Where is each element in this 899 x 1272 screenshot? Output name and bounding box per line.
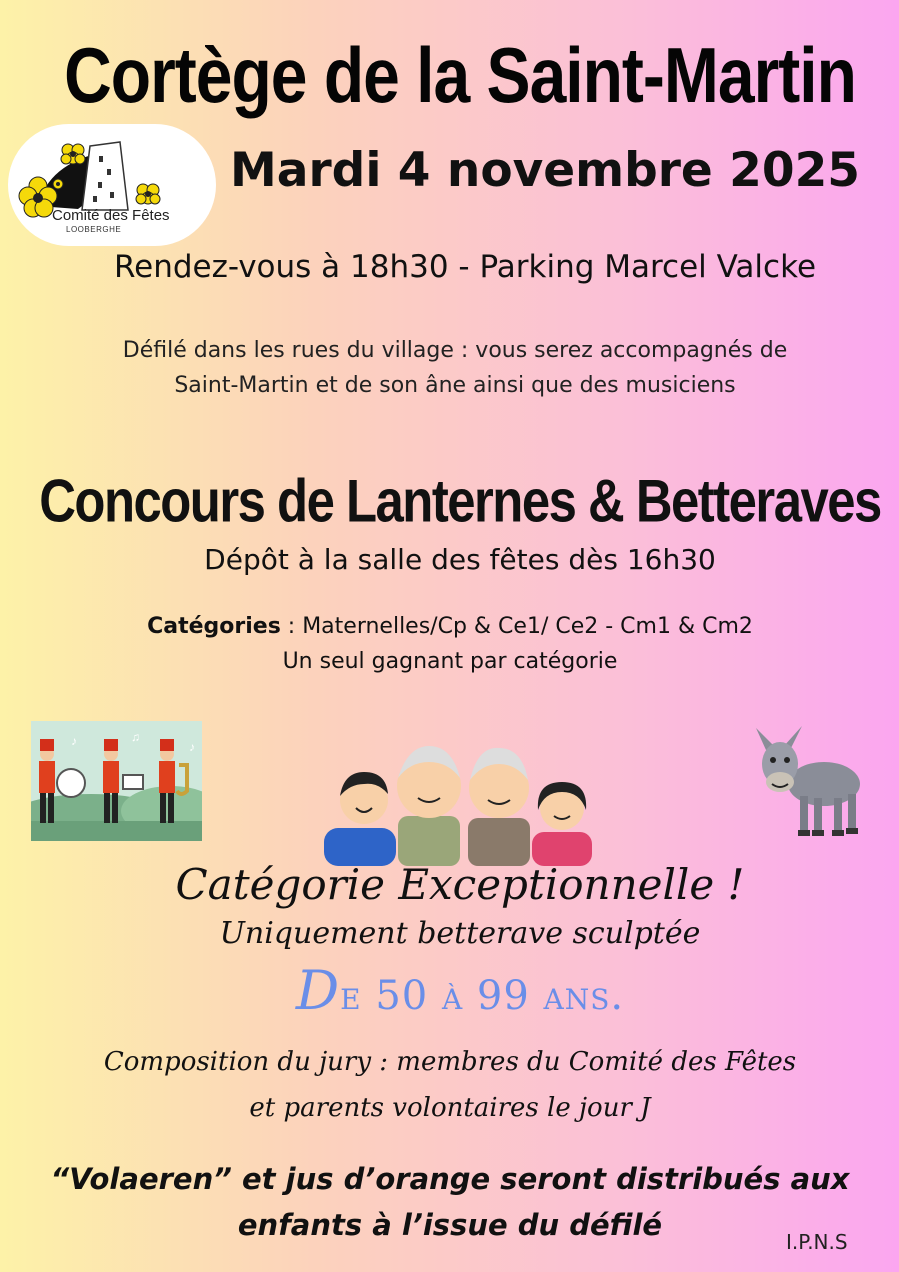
svg-text:♪: ♪	[71, 734, 77, 748]
exceptional-category-ages	[40, 959, 880, 1022]
ages-initial: D	[295, 959, 341, 1022]
contest-winner-rule: Un seul gagnant par catégorie	[282, 649, 618, 674]
contest-categories	[20, 614, 880, 639]
meeting-info: Rendez-vous à 18h30 - Parking Marcel Valcke	[113, 249, 817, 285]
closing-line-1: “Volaeren” et jus d’orange seront distribués aux	[50, 1162, 850, 1196]
description-line-2: Saint-Martin et de son âne ainsi que des musiciens	[174, 373, 736, 398]
description-line-1: Défilé dans les rues du village : vous serez accompagnés de	[122, 338, 788, 363]
jury-line-2: et parents volontaires le jour J	[249, 1093, 651, 1123]
closing-line-2: enfants à l’issue du défilé	[237, 1208, 663, 1242]
categories-text: : Maternelles/Cp & Ce1/ Ce2 - Cm1 & Cm2	[280, 614, 753, 639]
contest-title: Concours de Lanternes & Betteraves	[39, 467, 881, 535]
grandparents-and-children-illustration	[318, 742, 602, 866]
contest-deposit: Dépôt à la salle des fêtes dès 16h30	[204, 543, 716, 576]
svg-text:♫: ♫	[131, 730, 140, 744]
donkey-illustration	[752, 720, 864, 842]
ipns-mention: I.P.N.S	[786, 1230, 848, 1254]
jury-line-1: Composition du jury : membres du Comité des Fêtes	[103, 1047, 797, 1077]
event-date: Mardi 4 novembre 2025	[230, 143, 860, 198]
exceptional-category-subtitle: Uniquement betterave sculptée	[219, 916, 701, 951]
logo-badge	[8, 124, 216, 246]
categories-label: Catégories	[147, 614, 281, 639]
exceptional-category-title: Catégorie Exceptionnelle !	[175, 860, 745, 909]
logo-name: Comité des Fêtes	[52, 207, 170, 224]
page-title: Cortège de la Saint-Martin	[64, 31, 856, 119]
logo-place: LOOBERGHE	[66, 225, 122, 234]
marching-band-illustration	[31, 721, 202, 841]
ages-rest: e 50 à 99 ans.	[340, 973, 625, 1019]
svg-text:♪: ♪	[189, 740, 195, 754]
